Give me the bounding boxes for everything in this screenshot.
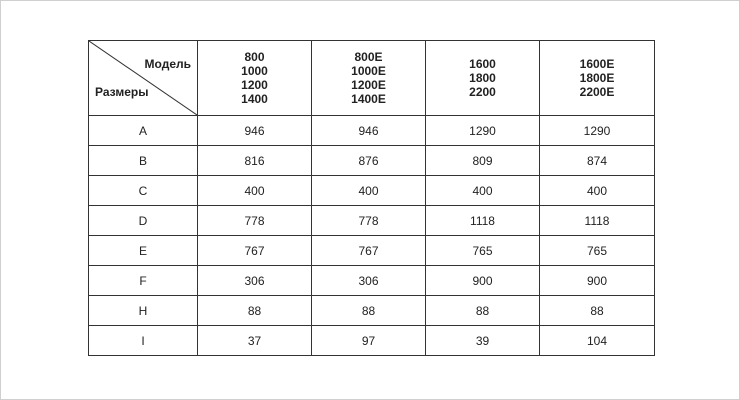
row-label: D (89, 206, 198, 236)
table-row (89, 296, 655, 326)
model-name: 1000 (241, 64, 268, 78)
row-label: I (89, 326, 198, 356)
table-cell: 39 (426, 326, 540, 356)
model-column-header (540, 41, 655, 116)
table-cell: 88 (198, 296, 312, 326)
row-label: B (89, 146, 198, 176)
table-row (89, 116, 655, 146)
model-name: 800 (244, 50, 265, 64)
table-body (89, 116, 655, 356)
row-label: E (89, 236, 198, 266)
model-name: 800E (354, 50, 383, 64)
row-label: F (89, 266, 198, 296)
row-label: H (89, 296, 198, 326)
table-cell: 400 (540, 176, 655, 206)
table-row (89, 236, 655, 266)
dimensions-table (88, 40, 655, 356)
model-name: 1400 (241, 92, 268, 106)
table-cell: 37 (198, 326, 312, 356)
table-cell: 1290 (426, 116, 540, 146)
corner-diagonal (89, 41, 197, 115)
table-cell: 400 (312, 176, 426, 206)
dimensions-label: Размеры (95, 85, 149, 99)
table-cell: 778 (198, 206, 312, 236)
table-row (89, 326, 655, 356)
table-cell: 767 (312, 236, 426, 266)
table-cell: 88 (426, 296, 540, 326)
model-name: 2200 (469, 85, 496, 99)
model-name: 1000E (351, 64, 386, 78)
table-cell: 900 (540, 266, 655, 296)
table-header (89, 41, 655, 116)
table-cell: 767 (198, 236, 312, 266)
model-column-header (426, 41, 540, 116)
model-column-header (198, 41, 312, 116)
table-cell: 104 (540, 326, 655, 356)
row-label: C (89, 176, 198, 206)
table-cell: 876 (312, 146, 426, 176)
table-cell: 88 (312, 296, 426, 326)
table-cell: 1290 (540, 116, 655, 146)
model-name: 1200 (241, 78, 268, 92)
model-name: 1600E (579, 57, 615, 71)
table-cell: 88 (540, 296, 655, 326)
table-cell: 946 (312, 116, 426, 146)
table-cell: 778 (312, 206, 426, 236)
table-cell: 306 (312, 266, 426, 296)
table-row (89, 206, 655, 236)
model-name: 1800E (579, 71, 615, 85)
table-cell: 1118 (540, 206, 655, 236)
table-cell: 946 (198, 116, 312, 146)
table-cell: 97 (312, 326, 426, 356)
model-name: 1200E (351, 78, 386, 92)
table-cell: 765 (426, 236, 540, 266)
table-cell: 400 (198, 176, 312, 206)
corner-cell (89, 41, 198, 116)
model-name: 1400E (351, 92, 386, 106)
table-cell: 400 (426, 176, 540, 206)
table-cell: 765 (540, 236, 655, 266)
model-name: 2200E (579, 85, 615, 99)
table-cell: 306 (198, 266, 312, 296)
model-name: 1800 (469, 71, 496, 85)
table-row (89, 176, 655, 206)
table-row (89, 266, 655, 296)
table-cell: 816 (198, 146, 312, 176)
header-row (89, 41, 655, 116)
table-cell: 874 (540, 146, 655, 176)
table-cell: 809 (426, 146, 540, 176)
table-cell: 1118 (426, 206, 540, 236)
model-column-header (312, 41, 426, 116)
model-label: Модель (144, 57, 191, 71)
table-cell: 900 (426, 266, 540, 296)
row-label: A (89, 116, 198, 146)
model-name: 1600 (469, 57, 496, 71)
table-row (89, 146, 655, 176)
